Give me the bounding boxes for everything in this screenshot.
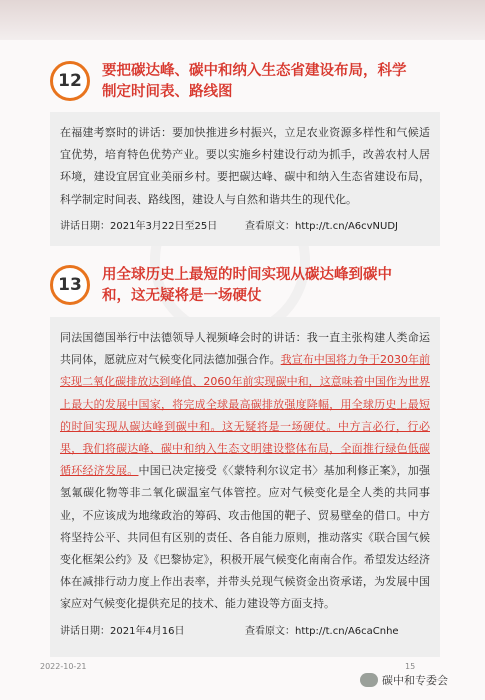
speech-date: 讲话日期：2021年3月22日至25日 xyxy=(60,220,218,232)
wechat-account-label xyxy=(360,672,448,688)
page-number: 15 xyxy=(405,662,416,671)
top-decorative-band xyxy=(0,0,485,40)
section-12-panel xyxy=(50,112,440,246)
section-13-heading xyxy=(50,265,412,307)
speech-intro: 同法国德国举行中法德领导人视频峰会时的讲话：我一直主张构建人类命运共同体，愿就应对气候变化同法德加强合作。 xyxy=(60,331,430,367)
speech-excerpt: 在福建考察时的讲话：要加快推进乡村振兴，立足农业资源多样性和气候适宜优势，培育特色优势产业。要以实施乡村建设行动为抓手，改善农村人居环境，建设宜居宜业美丽乡村。要把碳达峰、碳中和纳入生态省建设布局，科学制定时间表、路线图，建设人与自然和谐共生的现代化。 xyxy=(60,126,430,206)
speech-continued: 中国已决定接受《〈蒙特利尔议定书〉基加利修正案》，加强氢氟碳化物等非二氧化碳温室气体管控。应对气候变化是全人类的共同事业，不应该成为地缘政治的筹码、攻击他国的靶子、贸易壁垒的借口。中方将坚持公平、共同但有区别的责任、各自能力原则，推动落实《联合国气候变化框架公约》及《巴黎协定》，积极开展气候变化南南合作。希望发达经济体在减排行动力度上作出表率，并带头兑现气候资金出资承诺，为发展中国家应对气候变化提供充足的技术、能力建设等方面支持。 xyxy=(60,464,430,611)
highlighted-passage: 我宣布中国将力争于2030年前实现二氧化碳排放达到峰值、2060年前实现碳中和，这意味着中国作为世界上最大的发展中国家，将完成全球最高碳排放强度降幅，用全球历史上最短的时间实现从碳达峰到碳中和。这无疑将是一场硬仗。中方言必行，行必果，我们将碳达峰、碳中和纳入生态文明建设整体布局，全面推行绿色低碳循环经济发展。 xyxy=(60,353,431,478)
section-title: 要把碳达峰、碳中和纳入生态省建设布局，科学制定时间表、路线图 xyxy=(102,63,407,100)
wechat-icon xyxy=(360,673,378,687)
account-name: 碳中和专委会 xyxy=(382,674,448,687)
section-number-badge: 12 xyxy=(50,61,90,101)
source-link[interactable]: 查看原文：http://t.cn/A6caCnhe xyxy=(245,625,399,637)
section-12-heading xyxy=(50,61,412,103)
section-title: 用全球历史上最短的时间实现从碳达峰到碳中和，这无疑将是一场硬仗 xyxy=(102,267,392,304)
section-number-badge: 13 xyxy=(50,265,90,305)
panel-footer xyxy=(60,622,430,637)
speech-excerpt xyxy=(60,327,430,616)
panel-footer xyxy=(60,217,430,232)
document-date: 2022-10-21 xyxy=(40,662,87,671)
section-13-panel xyxy=(50,317,440,657)
source-link[interactable]: 查看原文：http://t.cn/A6cvNUDJ xyxy=(245,220,399,232)
speech-date: 讲话日期：2021年4月16日 xyxy=(60,625,185,637)
